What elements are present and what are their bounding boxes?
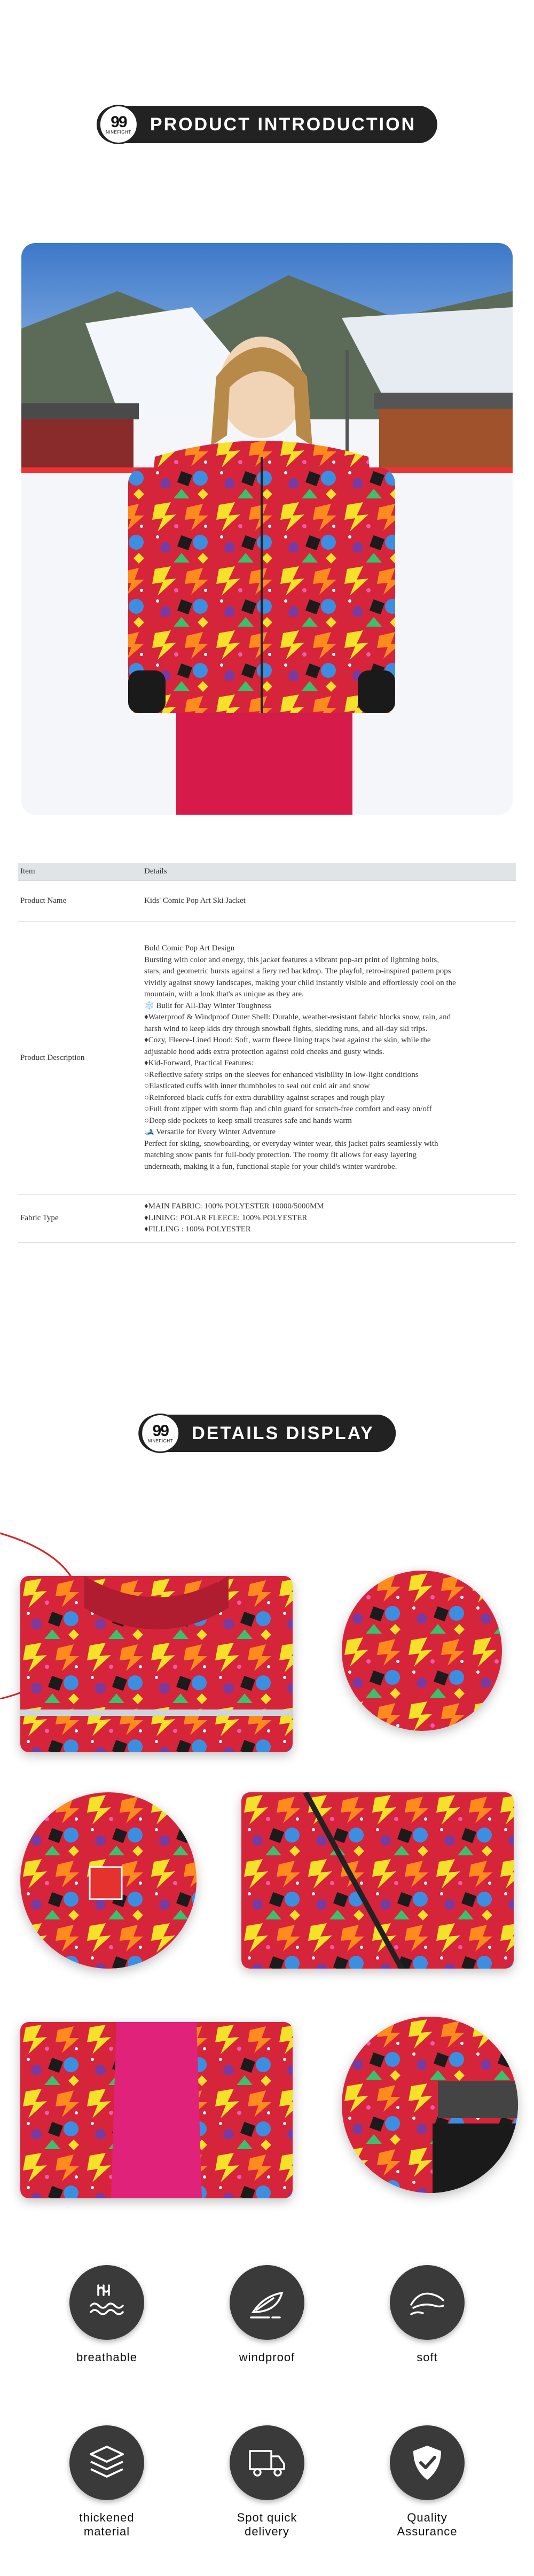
spec-header-item: Item: [18, 863, 142, 881]
detail-image-zipper: [241, 1792, 514, 1969]
feature-spot-quick-delivery: [203, 2425, 331, 2539]
feature-label-breathable: breathable: [76, 2351, 137, 2364]
description-line: ○Deep side pockets to keep small treasures safe and hands warm: [144, 1116, 352, 1125]
brand-logo-text: NINEFIGHT: [147, 1438, 173, 1443]
description-line: ○Reinforced black cuffs for extra durability against scrapes and rough play: [144, 1093, 385, 1102]
product-introduction-banner: [97, 106, 437, 143]
detail-image-lining: [20, 2022, 293, 2198]
hero-product-photo: [21, 243, 513, 815]
brand-logo-text: NINEFIGHT: [106, 129, 131, 135]
feature-thickened-material: [43, 2425, 171, 2539]
description-line: ❄️ Built for All-Day Winter Toughness: [144, 1001, 271, 1010]
description-line: ♦Cozy, Fleece-Lined Hood: Soft, warm fleece lining traps heat against the skin, while the: [144, 1036, 431, 1044]
feature-label-quality-assurance: Quality Assurance: [397, 2511, 458, 2538]
spec-table-header-row: [18, 863, 516, 881]
feature-label-spot-quick-delivery: Spot quick delivery: [237, 2511, 297, 2538]
spec-table: [18, 863, 516, 1243]
layers-icon: [69, 2425, 144, 2500]
description-line: vividly against snowy landscapes, making your child instantly visible and effortlessly cool on the: [144, 978, 456, 987]
spec-value-product-name: Kids' Comic Pop Art Ski Jacket: [142, 881, 516, 922]
spec-label-product-description: Product Description: [18, 922, 142, 1195]
spec-value-fabric-type: [142, 1195, 516, 1243]
description-line: ○Reflective safety strips on the sleeves for enhanced visibility in low-light conditions: [144, 1070, 419, 1079]
spec-header-details: Details: [142, 863, 516, 881]
product-introduction-title: PRODUCT INTRODUCTION: [150, 114, 417, 135]
brand-logo: [140, 1414, 180, 1453]
fabric-line: ♦LINING: POLAR FLEECE: 100% POLYESTER: [144, 1213, 308, 1222]
spec-value-product-description: [142, 922, 516, 1195]
detail-image-hood: [20, 1576, 293, 1752]
feature-label-thickened-material: thickened material: [79, 2511, 135, 2538]
brand-logo-number: 99: [152, 1422, 168, 1440]
soft-feather-icon: [390, 2265, 465, 2340]
description-line: ♦Waterproof & Windproof Outer Shell: Durable, weather-resistant fabric blocks snow, rain, and: [144, 1013, 451, 1021]
feature-breathable: [43, 2265, 171, 2364]
feature-label-soft: soft: [417, 2351, 438, 2364]
feature-quality-assurance: [363, 2425, 491, 2539]
detail-image-pattern-circle: [20, 1792, 197, 1969]
brand-logo-number: 99: [111, 113, 127, 131]
description-line: ○Full front zipper with storm flap and chin guard for scratch-free comfort and easy on/off: [144, 1105, 432, 1113]
detail-image-print-circle: [342, 1571, 502, 1731]
description-line: Bold Comic Pop Art Design: [144, 944, 235, 953]
spec-label-product-name: Product Name: [18, 881, 142, 922]
description-line: matching snow pants for full-body protection. The roomy fit allows for easy layering: [144, 1151, 417, 1159]
breathable-waves-icon: [69, 2265, 144, 2340]
spec-row-product-name: [18, 881, 516, 922]
description-line: underneath, making it a fun, functional staple for your child's winter wardrobe.: [144, 1162, 397, 1171]
feature-label-windproof: windproof: [239, 2351, 295, 2364]
description-line: adjustable hood adds extra protection against cold cheeks and gusty winds.: [144, 1047, 384, 1056]
fabric-line: ♦MAIN FABRIC: 100% POLYESTER 10000/5000MM: [144, 1202, 324, 1211]
description-line: stars, and geometric bursts against a fiery red backdrop. The playful, retro-inspired pattern pops: [144, 967, 451, 975]
details-display-title: DETAILS DISPLAY: [192, 1423, 374, 1443]
brand-logo: [99, 105, 138, 144]
description-line: ○Elasticated cuffs with inner thumbholes to seal out cold air and snow: [144, 1082, 370, 1090]
spec-row-fabric-type: [18, 1195, 516, 1243]
description-line: Perfect for skiing, snowboarding, or everyday winter wear, this jacket pairs seamlessly with: [144, 1139, 438, 1148]
detail-image-cuff-circle: [342, 2017, 518, 2193]
delivery-truck-icon: [230, 2425, 304, 2500]
spec-row-product-description: [18, 922, 516, 1195]
description-line: 🎿 Versatile for Every Winter Adventure: [144, 1128, 276, 1136]
description-line: harsh wind to keep kids dry through snowball fights, sledding runs, and all-day ski trips.: [144, 1024, 428, 1033]
details-display-banner: [138, 1415, 396, 1452]
spec-label-fabric-type: Fabric Type: [18, 1195, 142, 1243]
description-line: ♦Kid-Forward, Practical Features:: [144, 1059, 254, 1067]
shield-check-icon: [390, 2425, 465, 2500]
description-line: mountain, with a look that's as unique as they are.: [144, 990, 304, 998]
feature-soft: [363, 2265, 491, 2364]
feature-windproof: [203, 2265, 331, 2364]
windproof-leaf-icon: [230, 2265, 304, 2340]
fabric-line: ♦FILLING : 100% POLYESTER: [144, 1225, 251, 1234]
description-line: Bursting with color and energy, this jacket features a vibrant pop-art print of lightning bolts,: [144, 955, 439, 964]
